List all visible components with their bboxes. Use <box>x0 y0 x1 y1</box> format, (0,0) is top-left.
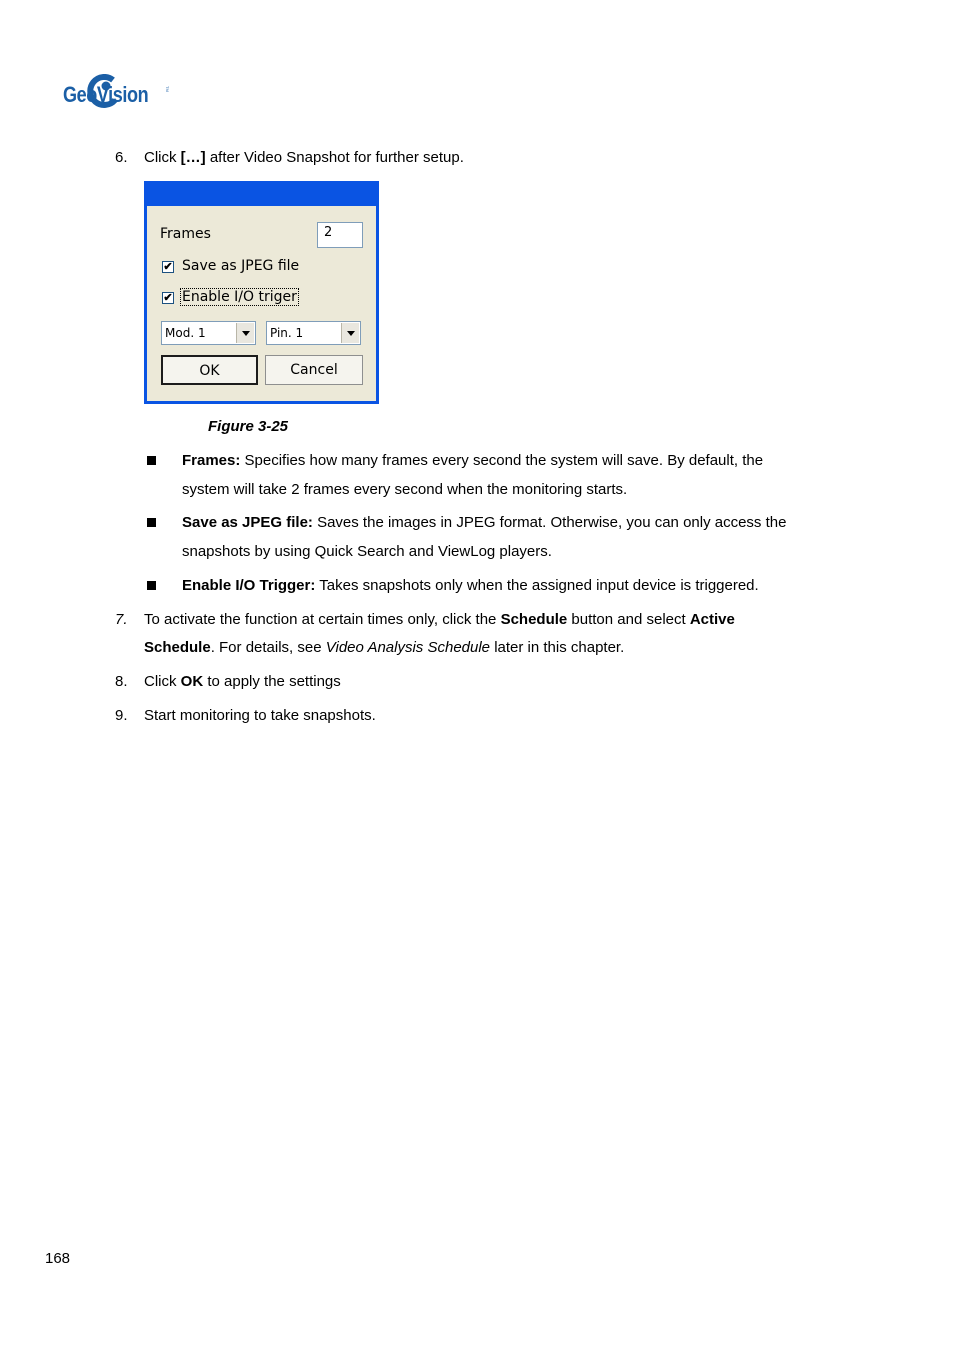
module-select[interactable] <box>161 321 256 345</box>
chevron-down-icon[interactable] <box>341 323 359 343</box>
pin-select-value: Pin. 1 <box>270 326 304 340</box>
bullet-square-icon <box>147 456 156 465</box>
save-jpeg-checkbox[interactable]: ✔ <box>163 261 173 273</box>
bullet-jpeg-line1: Save as JPEG file: Saves the images in JPEG format. Otherwise, you can only access the <box>182 514 787 531</box>
bullet-frames-line2: system will take 2 frames every second when the monitoring starts. <box>182 481 628 498</box>
step-8-number: 8. <box>115 673 128 690</box>
save-jpeg-label: Save as JPEG file <box>182 258 300 274</box>
dialog-body <box>147 206 376 401</box>
cancel-button[interactable]: Cancel <box>265 355 363 385</box>
step-7-line1: To activate the function at certain times only, click the Schedule button and select Active <box>144 611 735 628</box>
figure-caption: Figure 3-25 <box>208 418 289 435</box>
logo-wordmark: GeoVision <box>63 82 149 107</box>
frames-input[interactable]: 2 <box>317 222 363 248</box>
bullet-jpeg-line2: snapshots by using Quick Search and ViewLog players. <box>182 543 552 560</box>
bullet-square-icon <box>147 581 156 590</box>
enable-io-label: Enable I/O triger <box>182 289 297 305</box>
bullet-square-icon <box>147 518 156 527</box>
step-7-line2: Schedule. For details, see Video Analysis Schedule later in this chapter. <box>144 639 625 656</box>
step-8-text: Click OK to apply the settings <box>144 673 341 690</box>
frames-label: Frames <box>160 226 211 242</box>
ok-button[interactable]: OK <box>161 355 258 385</box>
page-number: 168 <box>45 1250 71 1267</box>
pin-select[interactable] <box>266 321 361 345</box>
module-select-value: Mod. 1 <box>165 326 206 340</box>
bullet-io-line1: Enable I/O Trigger: Takes snapshots only when the assigned input device is triggered. <box>182 577 759 594</box>
step-9-number: 9. <box>115 707 128 724</box>
step-7-number: 7. <box>115 611 128 628</box>
enable-io-checkbox[interactable]: ✔ <box>163 292 173 304</box>
bullet-frames-line1: Frames: Specifies how many frames every second the system will save. By default, the <box>182 452 764 469</box>
step-9-text: Start monitoring to take snapshots. <box>144 707 376 724</box>
chevron-down-icon[interactable] <box>236 323 254 343</box>
step-6-number: 6. <box>115 149 128 166</box>
logo-trademark: TM <box>165 86 170 92</box>
step-6-text: Click […] after Video Snapshot for further setup. <box>144 149 464 166</box>
video-snapshot-dialog <box>144 181 379 404</box>
